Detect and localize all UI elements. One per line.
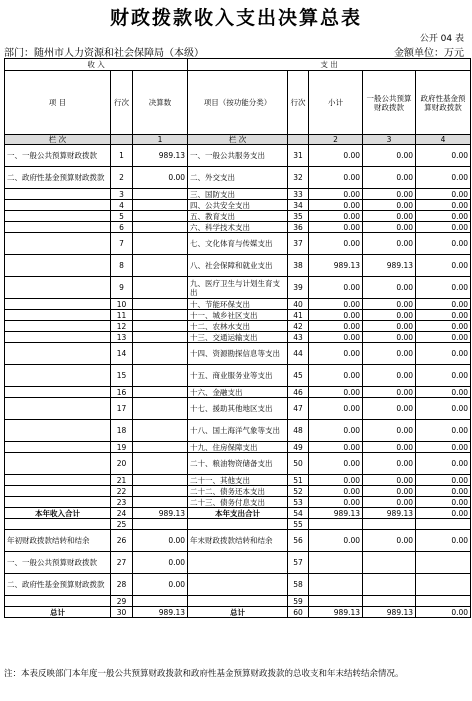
expense-fund-budget: 0.00	[416, 211, 471, 222]
expense-fund-budget: 0.00	[416, 145, 471, 167]
expense-general-budget	[363, 596, 416, 607]
expense-fund-budget: 0.00	[416, 607, 471, 618]
expense-general-budget: 0.00	[363, 387, 416, 398]
expense-item-name: 十五、商业服务业等支出	[188, 365, 288, 387]
expense-line-number: 57	[288, 552, 309, 574]
income-item-name	[5, 332, 111, 343]
income-item-name	[5, 321, 111, 332]
expense-general-budget: 0.00	[363, 321, 416, 332]
income-item-name: 一、一般公共预算财政拨款	[5, 145, 111, 167]
col-header-func-item: 项目（按功能分类）	[188, 71, 288, 135]
expense-fund-budget: 0.00	[416, 365, 471, 387]
income-item-name	[5, 596, 111, 607]
income-line-number: 26	[111, 530, 133, 552]
department-label: 部门：随州市人力资源和社会保障局（本级）	[4, 48, 204, 59]
expense-item-name: 十四、资源勘探信息等支出	[188, 343, 288, 365]
income-item-name: 本年收入合计	[5, 508, 111, 519]
expense-subtotal: 0.00	[309, 222, 363, 233]
income-amount: 0.00	[133, 552, 188, 574]
table-row	[5, 332, 471, 343]
expense-item-name: 十六、金融支出	[188, 387, 288, 398]
expense-line-number: 60	[288, 607, 309, 618]
expense-line-number: 47	[288, 398, 309, 420]
expense-general-budget: 0.00	[363, 497, 416, 508]
expense-item-name: 八、社会保障和就业支出	[188, 255, 288, 277]
expense-general-budget: 0.00	[363, 365, 416, 387]
table-row	[5, 365, 471, 387]
expense-fund-budget: 0.00	[416, 310, 471, 321]
income-line-number: 8	[111, 255, 133, 277]
expense-fund-budget: 0.00	[416, 475, 471, 486]
income-amount: 989.13	[133, 607, 188, 618]
expense-general-budget: 0.00	[363, 530, 416, 552]
expense-fund-budget: 0.00	[416, 167, 471, 189]
table-row	[5, 145, 471, 167]
expense-subtotal: 0.00	[309, 321, 363, 332]
expense-item-name: 七、文化体育与传媒支出	[188, 233, 288, 255]
expense-fund-budget: 0.00	[416, 332, 471, 343]
expense-subtotal: 0.00	[309, 420, 363, 442]
income-line-number: 17	[111, 398, 133, 420]
table-row	[5, 607, 471, 618]
expense-subtotal: 989.13	[309, 607, 363, 618]
expense-fund-budget: 0.00	[416, 387, 471, 398]
expense-general-budget: 0.00	[363, 343, 416, 365]
col-header-item: 项 目	[5, 71, 111, 135]
expense-subtotal: 0.00	[309, 145, 363, 167]
expense-general-budget: 0.00	[363, 420, 416, 442]
income-amount: 0.00	[133, 574, 188, 596]
income-line-number: 7	[111, 233, 133, 255]
col-label-left: 栏 次	[5, 135, 111, 145]
income-amount	[133, 596, 188, 607]
income-item-name	[5, 189, 111, 200]
table-row	[5, 519, 471, 530]
income-line-number: 11	[111, 310, 133, 321]
table-row	[5, 233, 471, 255]
expense-line-number: 52	[288, 486, 309, 497]
income-item-name: 二、政府性基金预算财政拨款	[5, 167, 111, 189]
expense-item-name: 二十一、其他支出	[188, 475, 288, 486]
income-line-number: 14	[111, 343, 133, 365]
income-amount: 0.00	[133, 167, 188, 189]
income-amount	[133, 299, 188, 310]
expense-line-number: 41	[288, 310, 309, 321]
income-amount	[133, 486, 188, 497]
expense-general-budget	[363, 519, 416, 530]
income-item-name	[5, 420, 111, 442]
income-line-number: 30	[111, 607, 133, 618]
income-amount	[133, 277, 188, 299]
expense-subtotal: 0.00	[309, 486, 363, 497]
expense-subtotal	[309, 552, 363, 574]
table-row	[5, 420, 471, 442]
income-amount	[133, 233, 188, 255]
expense-item-name: 十、节能环保支出	[188, 299, 288, 310]
income-item-name	[5, 211, 111, 222]
expense-fund-budget: 0.00	[416, 343, 471, 365]
expense-line-number: 55	[288, 519, 309, 530]
income-amount	[133, 398, 188, 420]
expense-item-name: 十三、交通运输支出	[188, 332, 288, 343]
income-line-number: 22	[111, 486, 133, 497]
expense-line-number: 42	[288, 321, 309, 332]
table-row	[5, 530, 471, 552]
expense-general-budget	[363, 552, 416, 574]
expense-general-budget: 0.00	[363, 277, 416, 299]
table-row	[5, 453, 471, 475]
expense-general-budget: 0.00	[363, 310, 416, 321]
expense-line-number: 31	[288, 145, 309, 167]
table-row	[5, 475, 471, 486]
expense-line-number: 51	[288, 475, 309, 486]
expense-item-name: 本年支出合计	[188, 508, 288, 519]
expense-fund-budget: 0.00	[416, 442, 471, 453]
income-line-number: 1	[111, 145, 133, 167]
expense-item-name: 年末财政拨款结转和结余	[188, 530, 288, 552]
expense-item-name: 六、科学技术支出	[188, 222, 288, 233]
expense-item-name: 十九、住房保障支出	[188, 442, 288, 453]
table-row	[5, 486, 471, 497]
income-item-name	[5, 442, 111, 453]
expense-subtotal: 0.00	[309, 343, 363, 365]
expense-item-name: 二、外交支出	[188, 167, 288, 189]
expense-item-name: 二十二、债务还本支出	[188, 486, 288, 497]
expense-fund-budget: 0.00	[416, 200, 471, 211]
col-number-3: 3	[363, 135, 416, 145]
expense-fund-budget: 0.00	[416, 497, 471, 508]
income-amount	[133, 222, 188, 233]
income-line-number: 25	[111, 519, 133, 530]
table-row	[5, 574, 471, 596]
income-line-number: 12	[111, 321, 133, 332]
expense-general-budget: 0.00	[363, 299, 416, 310]
income-amount	[133, 442, 188, 453]
expense-subtotal: 0.00	[309, 475, 363, 486]
expense-line-number: 59	[288, 596, 309, 607]
expense-fund-budget	[416, 574, 471, 596]
expense-subtotal: 0.00	[309, 310, 363, 321]
expense-line-number: 34	[288, 200, 309, 211]
expense-fund-budget: 0.00	[416, 420, 471, 442]
income-line-number: 29	[111, 596, 133, 607]
income-line-number: 9	[111, 277, 133, 299]
expense-general-budget: 989.13	[363, 255, 416, 277]
expense-subtotal: 989.13	[309, 255, 363, 277]
table-row	[5, 299, 471, 310]
income-line-number: 2	[111, 167, 133, 189]
expense-general-budget: 0.00	[363, 486, 416, 497]
income-amount	[133, 343, 188, 365]
expense-subtotal: 0.00	[309, 530, 363, 552]
table-row	[5, 189, 471, 200]
expense-general-budget: 0.00	[363, 332, 416, 343]
income-amount	[133, 387, 188, 398]
income-item-name	[5, 453, 111, 475]
col-number-4: 4	[416, 135, 471, 145]
income-line-number: 3	[111, 189, 133, 200]
income-amount: 989.13	[133, 508, 188, 519]
expense-fund-budget: 0.00	[416, 321, 471, 332]
income-item-name	[5, 497, 111, 508]
expense-subtotal: 0.00	[309, 442, 363, 453]
expense-line-number: 35	[288, 211, 309, 222]
income-amount: 0.00	[133, 530, 188, 552]
expense-general-budget: 0.00	[363, 442, 416, 453]
income-section-header: 收 入	[5, 59, 188, 71]
expense-line-number: 44	[288, 343, 309, 365]
income-amount	[133, 255, 188, 277]
income-item-name	[5, 277, 111, 299]
table-row	[5, 321, 471, 332]
table-row	[5, 497, 471, 508]
col-number-1: 1	[133, 135, 188, 145]
table-row	[5, 508, 471, 519]
table-row	[5, 167, 471, 189]
expense-general-budget: 0.00	[363, 475, 416, 486]
expense-fund-budget: 0.00	[416, 453, 471, 475]
expense-subtotal: 0.00	[309, 365, 363, 387]
expense-subtotal: 0.00	[309, 211, 363, 222]
income-amount	[133, 365, 188, 387]
expense-general-budget: 989.13	[363, 607, 416, 618]
expense-subtotal: 0.00	[309, 167, 363, 189]
income-item-name: 二、政府性基金预算财政拨款	[5, 574, 111, 596]
footnote: 注：本表反映部门本年度一般公共预算财政拨款和政府性基金预算财政拨款的总收支和年末结转结余情况。	[4, 669, 404, 679]
expense-item-name: 十八、国土海洋气象等支出	[188, 420, 288, 442]
expense-fund-budget: 0.00	[416, 398, 471, 420]
expense-subtotal: 0.00	[309, 332, 363, 343]
income-item-name: 总计	[5, 607, 111, 618]
expense-line-number: 54	[288, 508, 309, 519]
expense-item-name: 总计	[188, 607, 288, 618]
expense-section-header: 支 出	[188, 59, 471, 71]
expense-general-budget: 0.00	[363, 453, 416, 475]
income-line-number: 23	[111, 497, 133, 508]
expense-fund-budget: 0.00	[416, 530, 471, 552]
col-header-fund-budget: 政府性基金预算财政拨款	[416, 71, 471, 135]
expense-subtotal	[309, 596, 363, 607]
expense-line-number: 53	[288, 497, 309, 508]
expense-line-number: 48	[288, 420, 309, 442]
table-row	[5, 310, 471, 321]
income-item-name	[5, 255, 111, 277]
income-line-number: 24	[111, 508, 133, 519]
income-amount	[133, 332, 188, 343]
income-amount	[133, 497, 188, 508]
expense-item-name: 十七、援助其他地区支出	[188, 398, 288, 420]
expense-item-name	[188, 552, 288, 574]
income-line-number: 18	[111, 420, 133, 442]
table-row	[5, 255, 471, 277]
col-label-empty	[111, 135, 133, 145]
expense-subtotal: 0.00	[309, 398, 363, 420]
income-line-number: 20	[111, 453, 133, 475]
expense-fund-budget: 0.00	[416, 255, 471, 277]
expense-subtotal: 0.00	[309, 189, 363, 200]
expense-item-name	[188, 519, 288, 530]
income-line-number: 5	[111, 211, 133, 222]
expense-fund-budget: 0.00	[416, 277, 471, 299]
expense-line-number: 37	[288, 233, 309, 255]
expense-subtotal: 0.00	[309, 497, 363, 508]
income-item-name: 年初财政拨款结转和结余	[5, 530, 111, 552]
expense-general-budget	[363, 574, 416, 596]
income-amount	[133, 420, 188, 442]
expense-fund-budget	[416, 596, 471, 607]
table-row	[5, 343, 471, 365]
income-amount	[133, 321, 188, 332]
expense-fund-budget	[416, 519, 471, 530]
expense-general-budget: 0.00	[363, 211, 416, 222]
expense-line-number: 56	[288, 530, 309, 552]
expense-item-name: 三、国防支出	[188, 189, 288, 200]
income-item-name	[5, 519, 111, 530]
expense-line-number: 49	[288, 442, 309, 453]
expense-line-number: 43	[288, 332, 309, 343]
income-item-name	[5, 222, 111, 233]
income-item-name	[5, 299, 111, 310]
expense-item-name: 九、医疗卫生与计划生育支出	[188, 277, 288, 299]
expense-line-number: 38	[288, 255, 309, 277]
expense-item-name: 十二、农林水支出	[188, 321, 288, 332]
income-line-number: 28	[111, 574, 133, 596]
col-label-right: 栏 次	[188, 135, 288, 145]
form-number: 公开 04 表	[419, 34, 464, 44]
income-line-number: 16	[111, 387, 133, 398]
report-title: 财政拨款收入支出决算总表	[109, 7, 362, 29]
income-item-name	[5, 486, 111, 497]
col-label-empty	[288, 135, 309, 145]
expense-line-number: 46	[288, 387, 309, 398]
col-header-line-left: 行次	[111, 71, 133, 135]
table-row	[5, 442, 471, 453]
expense-item-name: 五、教育支出	[188, 211, 288, 222]
income-line-number: 15	[111, 365, 133, 387]
expense-item-name: 四、公共安全支出	[188, 200, 288, 211]
income-amount	[133, 519, 188, 530]
table-row	[5, 387, 471, 398]
expense-general-budget: 0.00	[363, 189, 416, 200]
income-amount	[133, 211, 188, 222]
income-amount	[133, 200, 188, 211]
income-line-number: 19	[111, 442, 133, 453]
expense-fund-budget: 0.00	[416, 508, 471, 519]
income-amount	[133, 475, 188, 486]
expense-subtotal	[309, 519, 363, 530]
income-amount	[133, 189, 188, 200]
amount-unit-label: 金额单位：万元	[394, 48, 464, 59]
table-row	[5, 200, 471, 211]
expense-item-name	[188, 574, 288, 596]
expense-line-number: 40	[288, 299, 309, 310]
expense-subtotal: 0.00	[309, 233, 363, 255]
expense-subtotal: 989.13	[309, 508, 363, 519]
expense-subtotal: 0.00	[309, 387, 363, 398]
expense-fund-budget: 0.00	[416, 299, 471, 310]
expense-item-name: 二十三、债务付息支出	[188, 497, 288, 508]
table-row	[5, 398, 471, 420]
income-item-name	[5, 387, 111, 398]
expense-item-name: 十一、城乡社区支出	[188, 310, 288, 321]
expense-general-budget: 0.00	[363, 167, 416, 189]
expense-subtotal: 0.00	[309, 453, 363, 475]
table-row	[5, 222, 471, 233]
expense-general-budget: 0.00	[363, 145, 416, 167]
expense-item-name	[188, 596, 288, 607]
expense-general-budget: 989.13	[363, 508, 416, 519]
income-item-name	[5, 343, 111, 365]
table-row	[5, 211, 471, 222]
income-item-name	[5, 475, 111, 486]
expense-general-budget: 0.00	[363, 398, 416, 420]
expense-subtotal	[309, 574, 363, 596]
income-line-number: 27	[111, 552, 133, 574]
expense-line-number: 32	[288, 167, 309, 189]
col-header-general-budget: 一般公共预算财政拨款	[363, 71, 416, 135]
table-row	[5, 552, 471, 574]
income-line-number: 13	[111, 332, 133, 343]
expense-fund-budget: 0.00	[416, 189, 471, 200]
expense-general-budget: 0.00	[363, 233, 416, 255]
expense-item-name: 二十、粮油物资储备支出	[188, 453, 288, 475]
expense-general-budget: 0.00	[363, 222, 416, 233]
expense-line-number: 36	[288, 222, 309, 233]
income-item-name	[5, 233, 111, 255]
col-number-2: 2	[309, 135, 363, 145]
income-item-name	[5, 398, 111, 420]
income-line-number: 4	[111, 200, 133, 211]
income-amount	[133, 310, 188, 321]
budget-summary-table	[4, 58, 471, 618]
col-header-budget: 决算数	[133, 71, 188, 135]
expense-line-number: 39	[288, 277, 309, 299]
expense-line-number: 45	[288, 365, 309, 387]
expense-subtotal: 0.00	[309, 200, 363, 211]
expense-subtotal: 0.00	[309, 277, 363, 299]
income-item-name: 一、一般公共预算财政拨款	[5, 552, 111, 574]
col-header-subtotal: 小计	[309, 71, 363, 135]
expense-fund-budget	[416, 552, 471, 574]
table-row	[5, 596, 471, 607]
col-header-line-right: 行次	[288, 71, 309, 135]
income-line-number: 6	[111, 222, 133, 233]
income-line-number: 21	[111, 475, 133, 486]
expense-fund-budget: 0.00	[416, 222, 471, 233]
income-amount: 989.13	[133, 145, 188, 167]
expense-general-budget: 0.00	[363, 200, 416, 211]
expense-line-number: 33	[288, 189, 309, 200]
income-item-name	[5, 200, 111, 211]
income-line-number: 10	[111, 299, 133, 310]
expense-fund-budget: 0.00	[416, 486, 471, 497]
income-amount	[133, 453, 188, 475]
expense-line-number: 50	[288, 453, 309, 475]
table-row	[5, 277, 471, 299]
income-item-name	[5, 310, 111, 321]
expense-fund-budget: 0.00	[416, 233, 471, 255]
income-item-name	[5, 365, 111, 387]
expense-subtotal: 0.00	[309, 299, 363, 310]
expense-line-number: 58	[288, 574, 309, 596]
expense-item-name: 一、一般公共服务支出	[188, 145, 288, 167]
